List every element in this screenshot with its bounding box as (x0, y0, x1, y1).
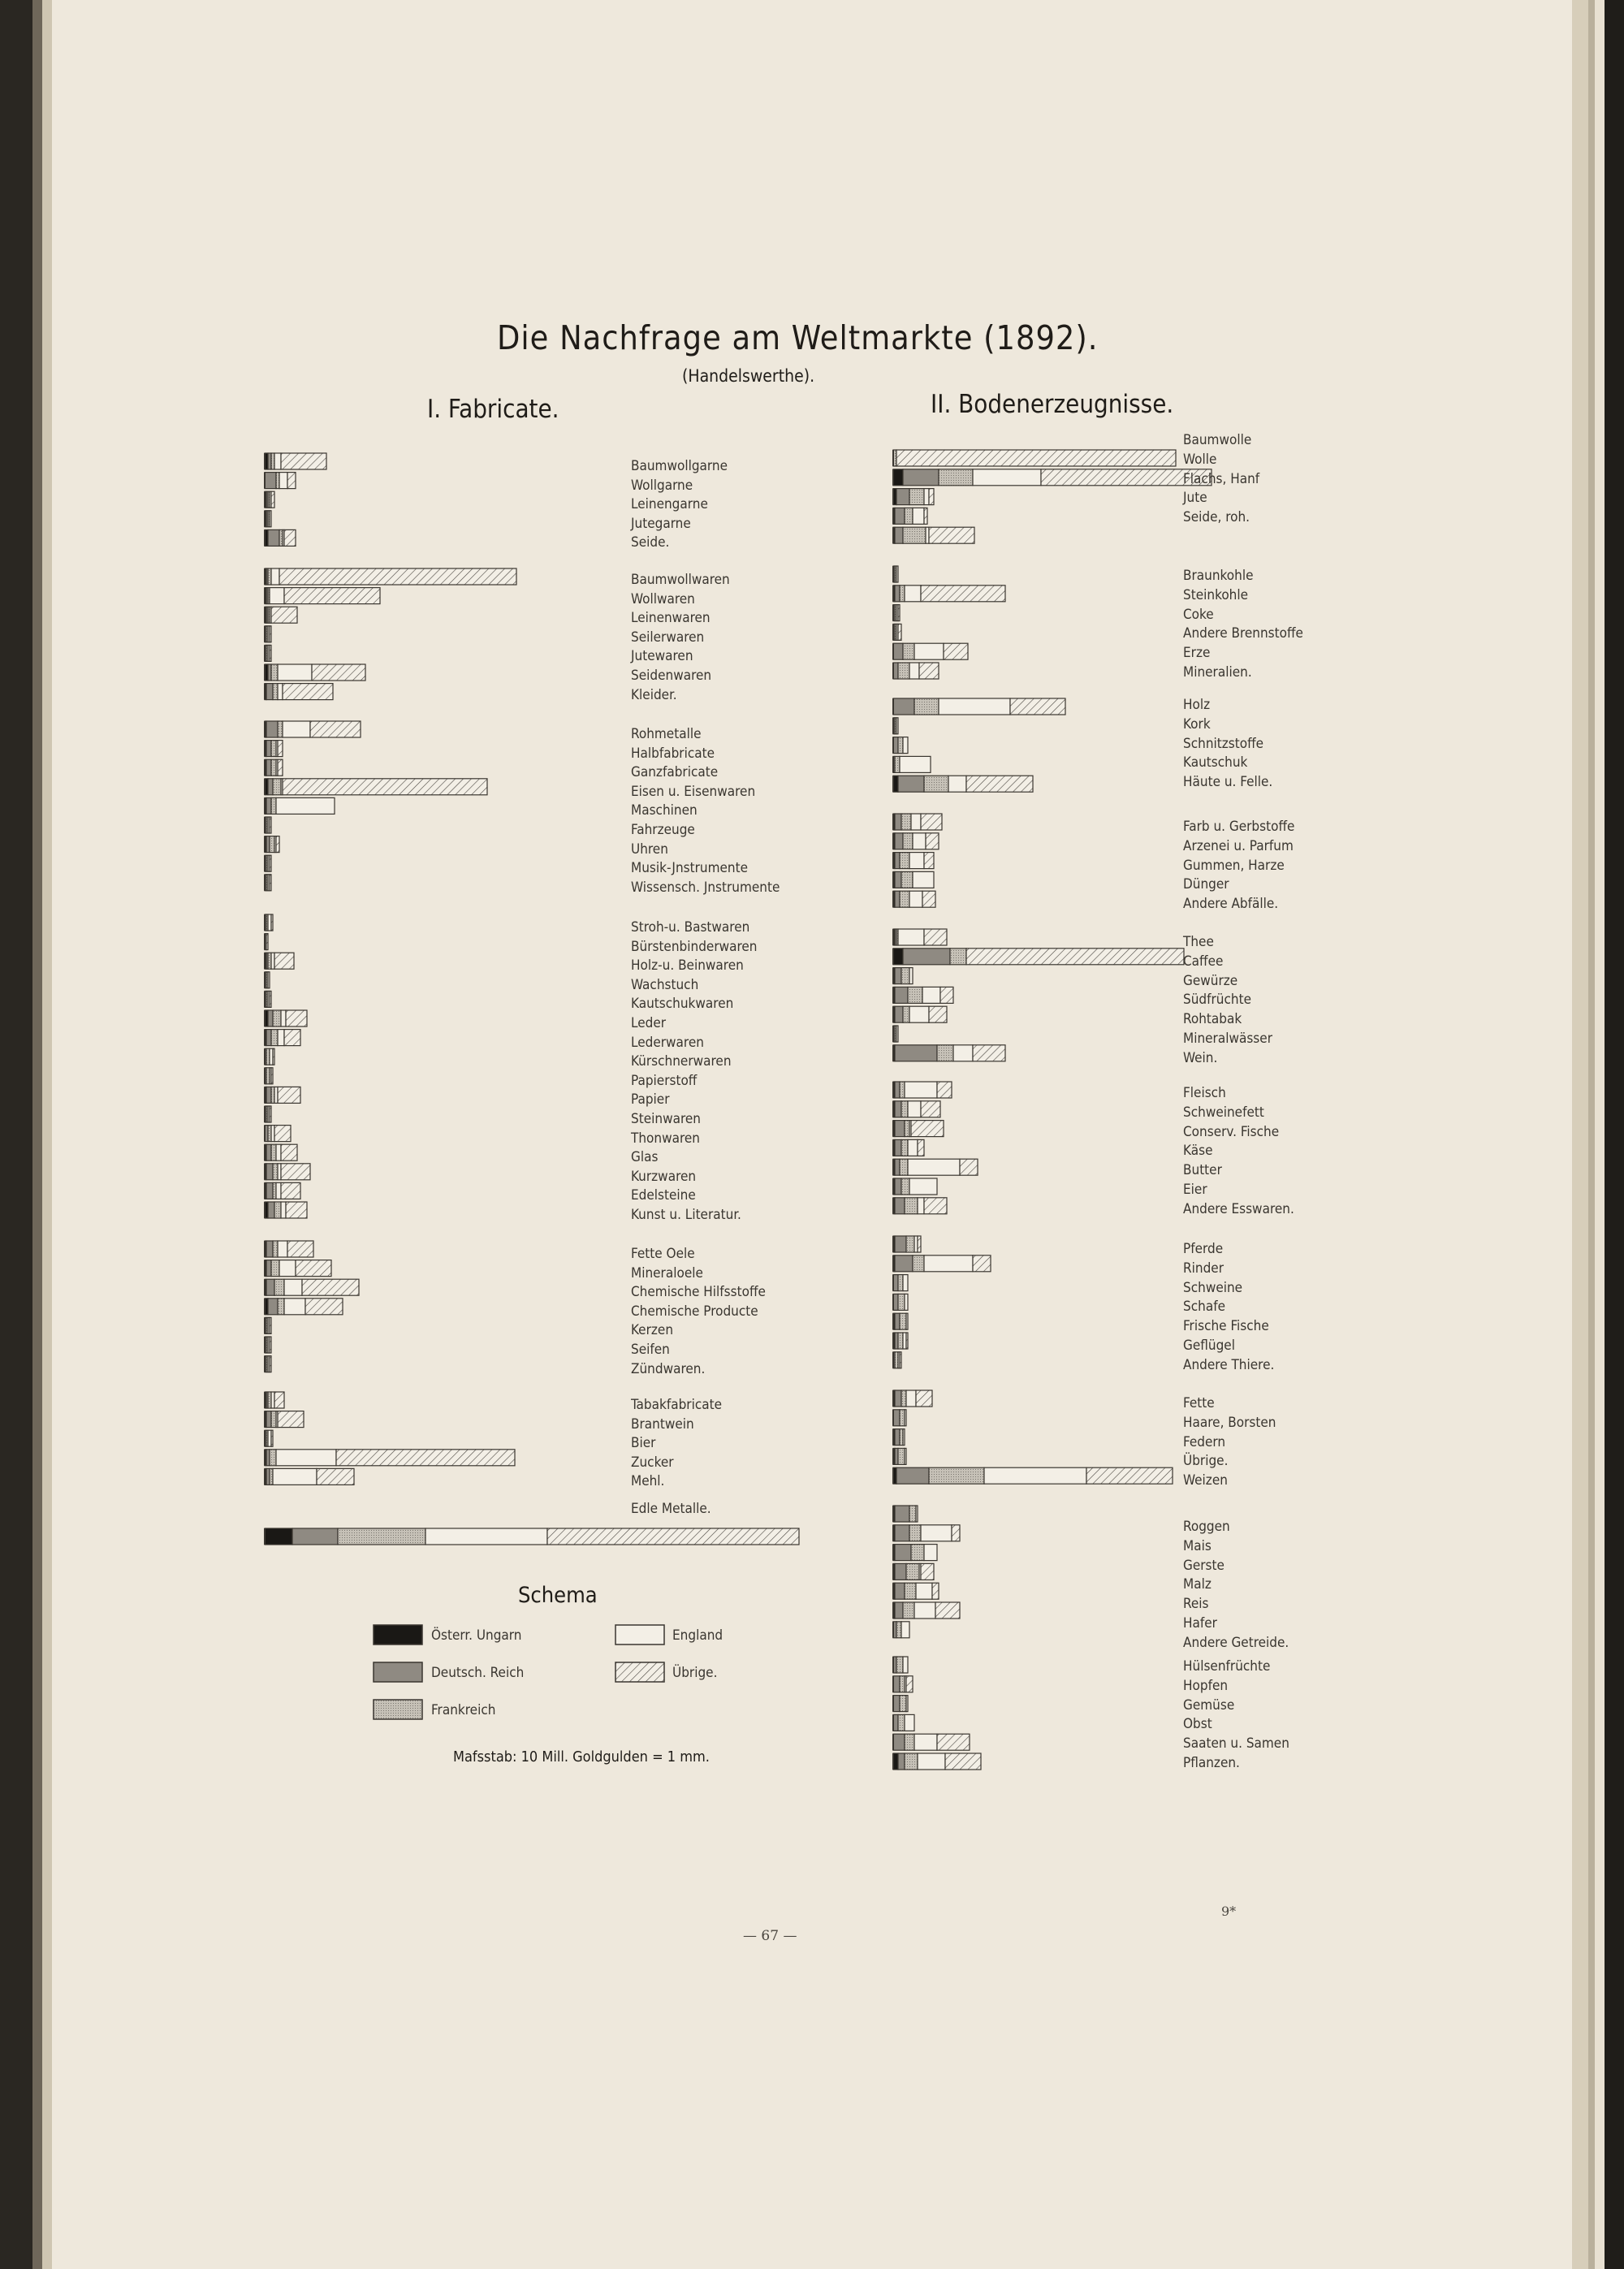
schema-title: Schema (518, 1583, 598, 1608)
bar-label-steinkohle: Steinkohle (1183, 586, 1249, 603)
legend-label-uebrige: Übrige. (672, 1665, 718, 1681)
legend-swatch-deutsches-reich (374, 1662, 422, 1682)
bar-label-wollgarne: Wollgarne (631, 477, 693, 494)
book-binding-left (0, 0, 52, 2269)
bar-label-fahrzeuge: Fahrzeuge (631, 822, 695, 838)
bar-label-eier: Eier (1183, 1182, 1207, 1198)
page (52, 0, 1572, 2269)
bar-label-brige: Übrige. (1183, 1453, 1229, 1470)
bar-label-lederwaren: Lederwaren (631, 1034, 704, 1051)
bar-label-wachstuch: Wachstuch (631, 976, 699, 993)
bar-label-rohtabak: Rohtabak (1183, 1011, 1242, 1028)
bar-label-baumwolle: Baumwolle (1183, 432, 1252, 448)
bar-label-hafer: Hafer (1183, 1615, 1217, 1632)
legend-label-england: England (672, 1627, 723, 1644)
bar-label-rinder: Rinder (1183, 1260, 1224, 1277)
bar-label-chemische-producte: Chemische Producte (631, 1303, 758, 1320)
bar-label-ganzfabricate: Ganzfabricate (631, 764, 719, 781)
bar-label-flachs-hanf: Flachs, Hanf (1183, 470, 1260, 487)
bar-label-seide-roh: Seide, roh. (1183, 509, 1250, 526)
bar-label-gem-se: Gemüse (1183, 1696, 1235, 1714)
bar-label-thonwaren: Thonwaren (631, 1130, 700, 1147)
legend-swatch-oesterreich-ungarn (374, 1625, 422, 1644)
bar-label-roggen: Roggen (1183, 1519, 1230, 1535)
bar-label-h-ute-u-felle: Häute u. Felle. (1183, 774, 1273, 791)
legend-swatches (52, 0, 1572, 2269)
page-subtitle: (Handelswerthe). (682, 366, 815, 386)
bar-label-wissensch-jnstrumente: Wissensch. Jnstrumente (631, 879, 780, 896)
bar-label-mehl: Mehl. (631, 1473, 665, 1490)
legend-swatch-england (615, 1625, 664, 1644)
bar-label-andere-brennstoffe: Andere Brennstoffe (1183, 625, 1303, 642)
bar-label-arzenei-u-parfum: Arzenei u. Parfum (1183, 837, 1294, 854)
bar-label-braunkohle: Braunkohle (1183, 568, 1254, 584)
bar-label-mineraloele: Mineraloele (631, 1264, 703, 1281)
bar-label-tabakfabricate: Tabakfabricate (631, 1397, 723, 1413)
signature-mark: 9* (1221, 1904, 1237, 1919)
bar-label-pflanzen: Pflanzen. (1183, 1755, 1240, 1771)
bar-label-edelsteine: Edelsteine (631, 1187, 696, 1204)
bar-label-gefl-gel: Geflügel (1183, 1338, 1235, 1354)
bar-label-bier: Bier (631, 1435, 656, 1452)
bar-label-fleisch: Fleisch (1183, 1085, 1226, 1101)
page-number: — 67 — (743, 1928, 797, 1944)
bar-label-haare-borsten: Haare, Borsten (1183, 1414, 1276, 1431)
bar-label-schweine: Schweine (1183, 1279, 1243, 1296)
bar-label-seidenwaren: Seidenwaren (631, 668, 712, 684)
bar-label-farb-u-gerbstoffe: Farb u. Gerbstoffe (1183, 819, 1295, 835)
bar-label-d-nger: Dünger (1183, 876, 1229, 893)
bar-label-k-rschnerwaren: Kürschnerwaren (631, 1053, 732, 1070)
bar-label-baumwollgarne: Baumwollgarne (631, 458, 728, 474)
bar-label-conserv-fische: Conserv. Fische (1183, 1123, 1280, 1140)
bar-label-kautschuk: Kautschuk (1183, 754, 1248, 771)
bar-label-jute: Jute (1183, 490, 1207, 507)
bar-label-gew-rze: Gewürze (1183, 972, 1238, 989)
bar-label-jutegarne: Jutegarne (631, 515, 691, 532)
book-page-edges-right (1572, 0, 1624, 2269)
bar-label-coke: Coke (1183, 606, 1214, 623)
bar-label-eisen-u-eisenwaren: Eisen u. Eisenwaren (631, 783, 756, 800)
bar-label-papier: Papier (631, 1091, 670, 1109)
bar-label-schafe: Schafe (1183, 1299, 1225, 1316)
bar-label-schnitzstoffe: Schnitzstoffe (1183, 735, 1264, 752)
legend-label-deutsches-reich: Deutsch. Reich (431, 1665, 525, 1681)
bar-label-holz: Holz (1183, 697, 1211, 713)
bar-label-andere-abf-lle: Andere Abfälle. (1183, 896, 1279, 913)
bar-label-rohmetalle: Rohmetalle (631, 726, 702, 742)
bar-label-caffee: Caffee (1183, 953, 1224, 970)
section-title-bodenerzeugnisse: II. Bodenerzeugnisse. (931, 390, 1174, 419)
bar-label-wollwaren: Wollwaren (631, 590, 695, 607)
bar-label-mais: Mais (1183, 1537, 1212, 1554)
legend-swatch-uebrige (615, 1662, 664, 1682)
bar-label-malz: Malz (1183, 1576, 1212, 1593)
bar-label-hopfen: Hopfen (1183, 1677, 1229, 1694)
bar-label-kork: Kork (1183, 715, 1211, 733)
bar-label-holz-u-beinwaren: Holz-u. Beinwaren (631, 957, 744, 975)
bar-label-k-se: Käse (1183, 1143, 1213, 1160)
bar-label-jutewaren: Jutewaren (631, 648, 693, 665)
bar-label-h-lsenfr-chte: Hülsenfrüchte (1183, 1658, 1271, 1675)
bar-label-brantwein: Brantwein (631, 1415, 694, 1433)
bar-label-seide: Seide. (631, 534, 670, 551)
bar-label-federn: Federn (1183, 1433, 1226, 1450)
bar-label-leder: Leder (631, 1015, 667, 1031)
bar-label-kautschukwaren: Kautschukwaren (631, 996, 734, 1013)
bar-label-maschinen: Maschinen (631, 802, 698, 819)
bar-label-fette: Fette (1183, 1395, 1215, 1411)
legend-swatch-frankreich (374, 1700, 422, 1719)
bar-label-leinenwaren: Leinenwaren (631, 610, 710, 627)
bar-label-stroh-u-bastwaren: Stroh-u. Bastwaren (631, 919, 750, 936)
scale-note: Mafsstab: 10 Mill. Goldgulden = 1 mm. (453, 1748, 710, 1765)
bar-label-s-dfr-chte: Südfrüchte (1183, 992, 1251, 1009)
bar-label-andere-thiere: Andere Thiere. (1183, 1356, 1275, 1373)
bar-label-weizen: Weizen (1183, 1472, 1228, 1489)
bar-label-mineralw-sser: Mineralwässer (1183, 1031, 1272, 1047)
bar-label-halbfabricate: Halbfabricate (631, 745, 715, 762)
bar-label-papierstoff: Papierstoff (631, 1072, 698, 1089)
bar-label-chemische-hilfsstoffe: Chemische Hilfsstoffe (631, 1284, 766, 1301)
legend-label-oesterreich-ungarn: Österr. Ungarn (431, 1627, 522, 1644)
bar-label-frische-fische: Frische Fische (1183, 1318, 1269, 1335)
bar-label-musik-jnstrumente: Musik-Jnstrumente (631, 860, 748, 877)
bar-label-fette-oele: Fette Oele (631, 1246, 695, 1262)
bar-label-andere-getreide: Andere Getreide. (1183, 1634, 1289, 1651)
bar-label-erze: Erze (1183, 645, 1211, 662)
bar-label-mineralien: Mineralien. (1183, 664, 1252, 681)
legend-label-frankreich: Frankreich (431, 1702, 496, 1718)
bar-label-pferde: Pferde (1183, 1241, 1224, 1257)
bar-label-gerste: Gerste (1183, 1557, 1224, 1574)
bar-label-z-ndwaren: Zündwaren. (631, 1360, 706, 1377)
bar-label-obst: Obst (1183, 1716, 1212, 1733)
bar-label-zucker: Zucker (631, 1454, 674, 1471)
bar-label-thee: Thee (1183, 934, 1214, 950)
page-title: Die Nachfrage am Weltmarkte (1892). (497, 318, 1099, 357)
bar-label-kurzwaren: Kurzwaren (631, 1168, 697, 1185)
bar-label-wein: Wein. (1183, 1049, 1218, 1066)
bar-label-andere-esswaren: Andere Esswaren. (1183, 1200, 1294, 1217)
bar-label-kleider: Kleider. (631, 686, 677, 703)
bar-label-gummen-harze: Gummen, Harze (1183, 857, 1285, 874)
bar-label-saaten-u-samen: Saaten u. Samen (1183, 1735, 1289, 1753)
bar-label-kunst-u-literatur: Kunst u. Literatur. (631, 1207, 741, 1223)
bar-label-seilerwaren: Seilerwaren (631, 629, 705, 646)
bar-label-edle-metalle: Edle Metalle. (631, 1501, 711, 1517)
bar-label-reis: Reis (1183, 1596, 1209, 1613)
bar-label-baumwollwaren: Baumwollwaren (631, 572, 730, 588)
bar-label-schweinefett: Schweinefett (1183, 1104, 1264, 1121)
bar-label-butter: Butter (1183, 1162, 1222, 1179)
bar-label-seifen: Seifen (631, 1342, 670, 1358)
bar-label-kerzen: Kerzen (631, 1322, 674, 1339)
bar-label-steinwaren: Steinwaren (631, 1111, 701, 1127)
bar-label-leinengarne: Leinengarne (631, 496, 708, 513)
bar-label-uhren: Uhren (631, 841, 668, 858)
bar-label-glas: Glas (631, 1149, 659, 1166)
section-title-fabricate: I. Fabricate. (427, 395, 559, 424)
bar-label-b-rstenbinderwaren: Bürstenbinderwaren (631, 938, 758, 955)
bar-label-wolle: Wolle (1183, 451, 1217, 468)
